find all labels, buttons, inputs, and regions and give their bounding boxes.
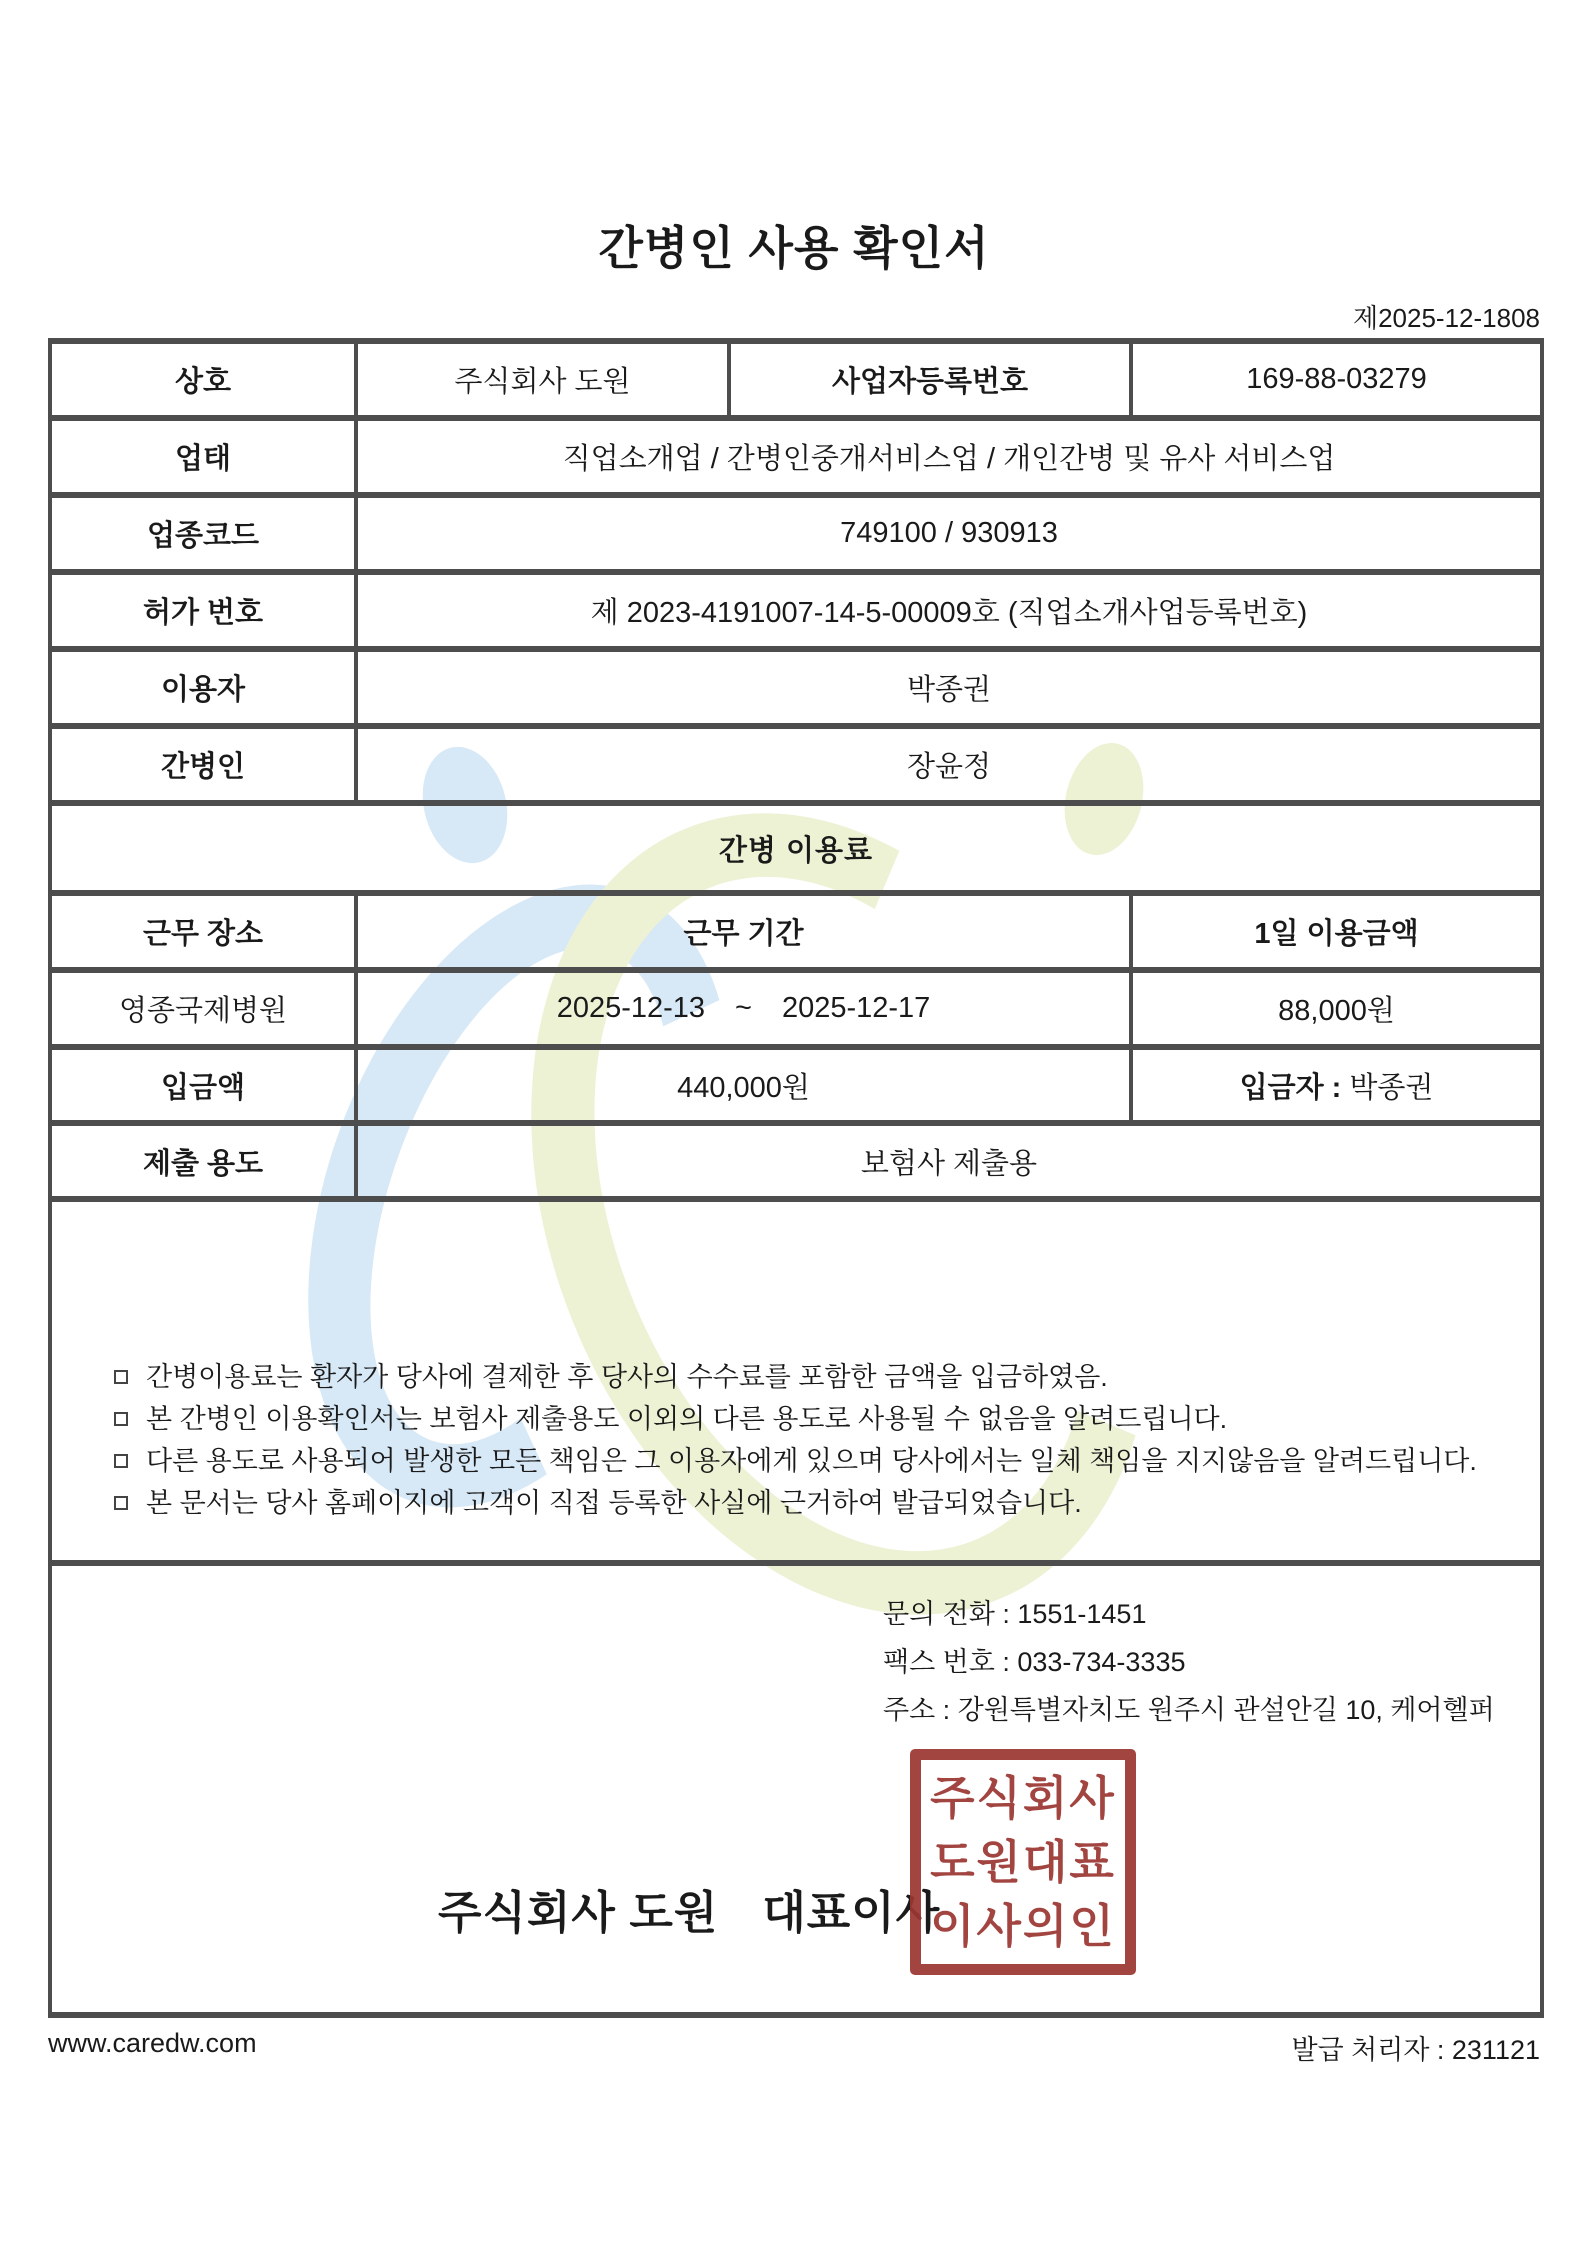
permit-number-value: 제 2023-4191007-14-5-00009호 (직업소개사업등록번호): [356, 572, 1542, 649]
work-place-header: 근무 장소: [50, 893, 356, 970]
table-row-industry-code: [50, 495, 1542, 572]
contact-info: [883, 1590, 1495, 1734]
period-end-date: 2025-12-17: [781, 992, 931, 1024]
permit-number-label: 허가 번호: [50, 572, 356, 649]
user-value: 박종권: [356, 649, 1542, 726]
seal-text-row: 도원대표: [930, 1836, 1116, 1888]
fee-section-header-row: [50, 803, 1542, 893]
bullet-square-icon: [114, 1370, 128, 1384]
note-text: 본 간병인 이용확인서는 보험사 제출용도 이외의 다른 용도로 사용될 수 없음을 알려드립니다.: [146, 1404, 1228, 1434]
depositor-cell: [1131, 1047, 1542, 1123]
work-period-value: [356, 970, 1131, 1047]
notes-cell: [50, 1199, 1542, 1563]
fee-values-row: [50, 970, 1542, 1047]
table-row-company: [50, 341, 1542, 418]
note-text: 간병이용료는 환자가 당사에 결제한 후 당사의 수수료를 포함한 금액을 입금하였음.: [146, 1362, 1108, 1392]
period-start-date: 2025-12-13: [556, 992, 706, 1024]
work-period-header: 근무 기간: [356, 893, 1131, 970]
work-place-value: 영종국제병원: [50, 970, 356, 1047]
table-row-user: [50, 649, 1542, 726]
depositor-name: 박종권: [1349, 1071, 1434, 1104]
purpose-value: 보험사 제출용: [356, 1123, 1542, 1199]
contact-address: 주소 : 강원특별자치도 원주시 관설안길 10, 케어헬퍼: [883, 1695, 1495, 1725]
corporate-seal-stamp: [910, 1749, 1136, 1975]
caregiver-label: 간병인: [50, 726, 356, 803]
signature-line: [438, 1876, 940, 1941]
bullet-square-icon: [114, 1454, 128, 1468]
note-item: [114, 1440, 1520, 1482]
business-type-label: 업태: [50, 418, 356, 495]
note-item: [114, 1356, 1520, 1398]
document-table: [48, 338, 1544, 2018]
note-text: 본 문서는 당사 홈페이지에 고객이 직접 등록한 사실에 근거하여 발급되었습니다.: [146, 1488, 1082, 1518]
page-title: 간병인 사용 확인서: [598, 222, 990, 274]
purpose-label: 제출 용도: [50, 1123, 356, 1199]
contact-fax: 팩스 번호 : 033-734-3335: [883, 1647, 1186, 1677]
period-tilde: ~: [735, 992, 752, 1024]
note-text: 다른 용도로 사용되어 발생한 모든 책임은 그 이용자에게 있으며 당사에서는 일체 책임을 지지않음을 알려드립니다.: [146, 1446, 1477, 1476]
business-reg-no-value: 169-88-03279: [1131, 341, 1542, 418]
bullet-square-icon: [114, 1412, 128, 1426]
table-row-permit-number: [50, 572, 1542, 649]
fee-section-heading: 간병 이용료: [50, 803, 1542, 893]
deposit-amount: 440,000원: [356, 1047, 1131, 1123]
contact-phone: 문의 전화 : 1551-1451: [883, 1599, 1147, 1629]
table-row-business-type: [50, 418, 1542, 495]
table-row-caregiver: [50, 726, 1542, 803]
daily-fee-header: 1일 이용금액: [1131, 893, 1542, 970]
business-type-value: 직업소개업 / 간병인중개서비스업 / 개인간병 및 유사 서비스업: [356, 418, 1542, 495]
company-label: 상호: [50, 341, 356, 418]
user-label: 이용자: [50, 649, 356, 726]
seal-text-row: 이사의인: [930, 1900, 1116, 1952]
note-item: [114, 1482, 1520, 1524]
purpose-row: [50, 1123, 1542, 1199]
bullet-square-icon: [114, 1496, 128, 1510]
business-reg-no-label: 사업자등록번호: [729, 341, 1131, 418]
website-url: www.caredw.com: [48, 2028, 257, 2058]
industry-code-value: 749100 / 930913: [356, 495, 1542, 572]
industry-code-label: 업종코드: [50, 495, 356, 572]
depositor-label: 입금자 :: [1239, 1071, 1342, 1104]
deposit-label: 입금액: [50, 1047, 356, 1123]
deposit-row: [50, 1047, 1542, 1123]
fee-columns-row: [50, 893, 1542, 970]
daily-fee-value: 88,000원: [1131, 970, 1542, 1047]
signature-company: 주식회사 도원: [438, 1887, 719, 1938]
company-value: 주식회사 도원: [356, 341, 729, 418]
seal-text-row: 주식회사: [930, 1772, 1116, 1824]
notes-row: [50, 1199, 1542, 1563]
issuer-info: 발급 처리자 : 231121: [1291, 2035, 1540, 2065]
caregiver-value: 장윤정: [356, 726, 1542, 803]
note-item: [114, 1398, 1520, 1440]
document-number: 제2025-12-1808: [1352, 303, 1540, 333]
signature-role: 대표이사: [762, 1887, 941, 1938]
